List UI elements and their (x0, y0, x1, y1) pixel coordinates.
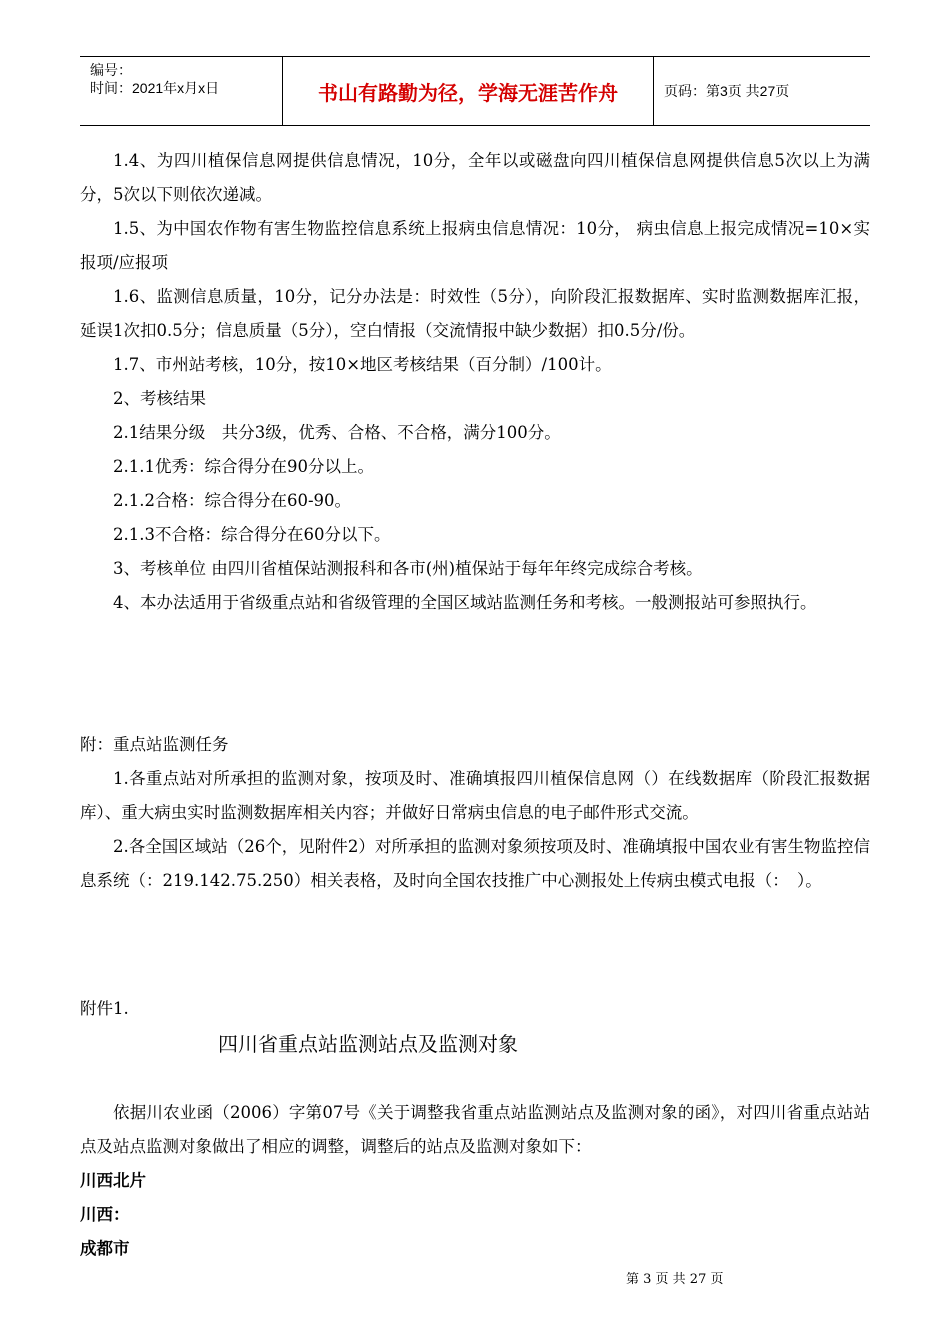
paragraph: 1.7、市州站考核，10分，按10×地区考核结果（百分制）/100计。 (113, 355, 612, 374)
appendix-block (80, 728, 870, 898)
intro-block (80, 1096, 870, 1266)
number-label: 编号： (90, 62, 132, 78)
page-footer: 第 3 页 共 27 页 (626, 1272, 724, 1287)
section-heading: 川西： (80, 1205, 130, 1224)
paragraph: 依据川农业函（2006）字第07号《关于调整我省重点站监测站点及监测对象的函》，对四川省重点站站点及站点监测对象做出了相应的调整，调整后的站点及监测对象如下： (80, 1103, 870, 1156)
paragraph: 1.5、为中国农作物有害生物监控信息系统上报病虫信息情况：10分， 病虫信息上报完成情况=10×实报项/应报项 (80, 219, 870, 272)
header-page-info: 页码：第3页 共27页 (664, 83, 790, 99)
paragraph: 2.1.2合格：综合得分在60-90。 (113, 491, 352, 510)
section-heading: 成都市 (80, 1239, 130, 1258)
paragraph: 2.1结果分级 共分3级，优秀、合格、不合格，满分100分。 (113, 423, 561, 442)
paragraph: 2、考核结果 (113, 389, 206, 408)
document-title: 四川省重点站监测站点及监测对象 (218, 1032, 518, 1056)
header-meta (80, 57, 283, 125)
time-label: 时间：2021年x月x日 (90, 80, 220, 96)
paragraph: 4、本办法适用于省级重点站和省级管理的全国区域站监测任务和考核。一般测报站可参照执行。 (113, 593, 817, 612)
attachment-label: 附件1. (80, 999, 129, 1018)
paragraph: 3、考核单位 由四川省植保站测报科和各市(州)植保站于每年年终完成综合考核。 (113, 559, 703, 578)
appendix-heading: 附：重点站监测任务 (80, 735, 229, 754)
paragraph: 2.1.3不合格：综合得分在60分以下。 (113, 525, 391, 544)
section-heading: 川西北片 (80, 1171, 146, 1190)
paragraph: 2.各全国区域站（26个，见附件2）对所承担的监测对象须按项及时、准确填报中国农业有害生物监控信息系统（：219.142.75.250）相关表格，及时向全国农技推广中心测报处上传病虫模式电报（： ）。 (80, 837, 870, 890)
page-header (80, 56, 870, 126)
attachment-block (80, 992, 870, 1062)
paragraph: 1.各重点站对所承担的监测对象，按项及时、准确填报四川植保信息网（）在线数据库（阶段汇报数据库）、重大病虫实时监测数据库相关内容；并做好日常病虫信息的电子邮件形式交流。 (80, 769, 870, 822)
paragraph: 2.1.1优秀：综合得分在90分以上。 (113, 457, 374, 476)
paragraph: 1.6、监测信息质量，10分，记分办法是：时效性（5分），向阶段汇报数据库、实时监测数据库汇报，延误1次扣0.5分；信息质量（5分），空白情报（交流情报中缺少数据）扣0.5分/份。 (80, 287, 870, 340)
main-text-block (80, 144, 870, 620)
paragraph: 1.4、为四川植保信息网提供信息情况，10分，全年以或磁盘向四川植保信息网提供信息5次以上为满分，5次以下则依次递减。 (80, 151, 870, 204)
header-motto: 书山有路勤为径，学海无涯苦作舟 (283, 57, 654, 125)
